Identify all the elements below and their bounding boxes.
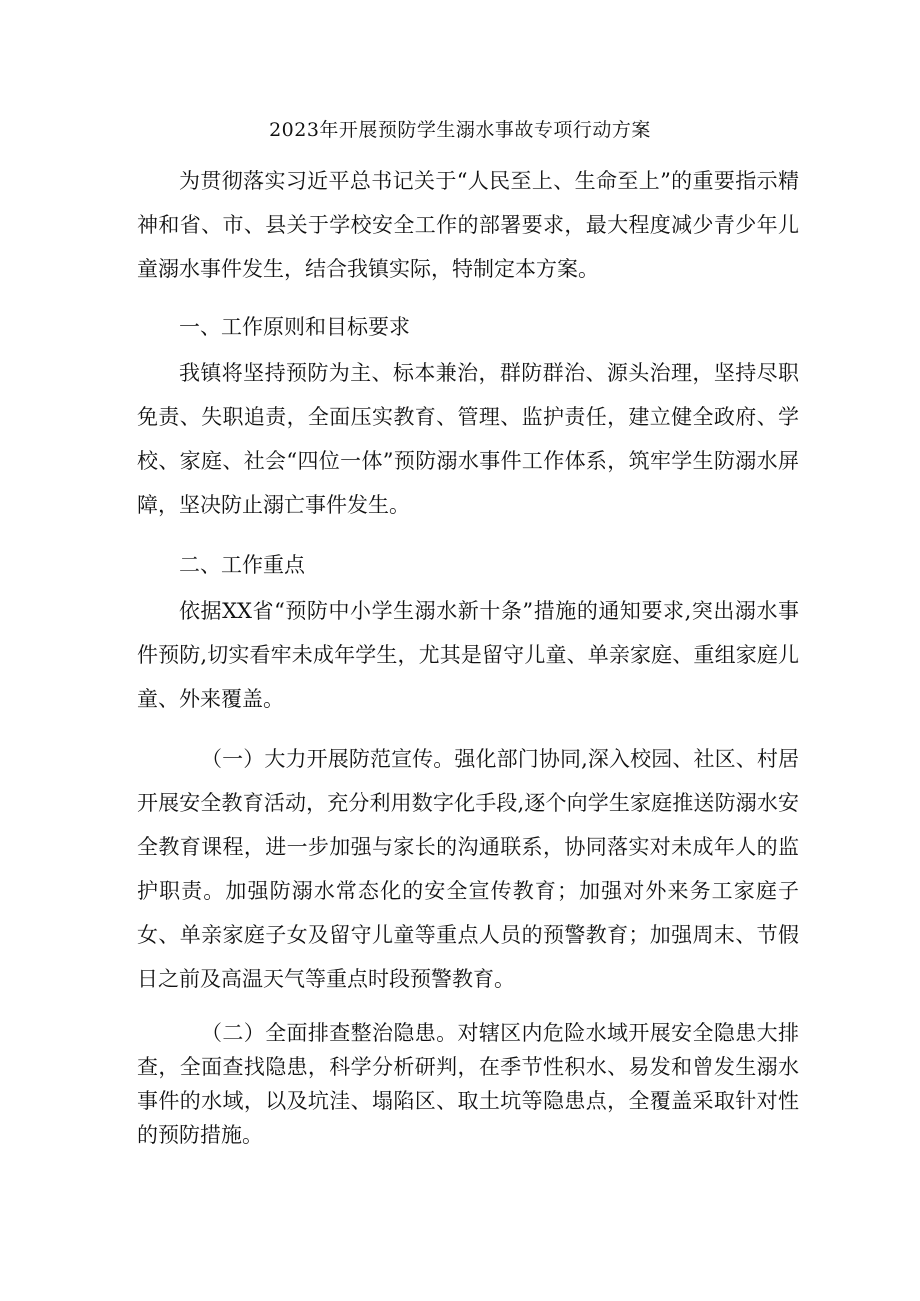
section-1-heading: 一、工作原则和目标要求 — [179, 315, 410, 339]
item-2-paragraph: （二）全面排查整治隐患。对辖区内危险水域开展安全隐患大排查，全面查找隐患，科学分析研判，在季节性积水、易发和曾发生溺水事件的水域，以及坑洼、塌陷区、取土坑等隐患点，全覆盖采取针对性的预防措施。 — [137, 1021, 799, 1147]
item-1-paragraph: （一）大力开展防范宣传。强化部门协同,深入校园、社区、村居开展安全教育活动，充分利用数字化手段,逐个向学生家庭推送防溺水安全教育课程，进一步加强与家长的沟通联系，协同落实对未成年人的监护职责。加强防溺水常态化的安全宣传教育；加强对外来务工家庭子女、单亲家庭子女及留守儿童等重点人员的预警教育；加强周末、节假日之前及高温天气等重点时段预警教育。 — [137, 747, 799, 991]
section-2-heading: 二、工作重点 — [179, 553, 305, 577]
section-2-paragraph: 依据XX省“预防中小学生溺水新十条”措施的通知要求,突出溺水事件预防,切实看牢未成年学生，尤其是留守儿童、单亲家庭、重组家庭儿童、外来覆盖。 — [137, 599, 799, 711]
intro-paragraph: 为贯彻落实习近平总书记关于“人民至上、生命至上”的重要指示精神和省、市、县关于学校安全工作的部署要求，最大程度减少青少年儿童溺水事件发生，结合我镇实际，特制定本方案。 — [137, 169, 799, 281]
document-title: 2023年开展预防学生溺水事故专项行动方案 — [269, 119, 651, 141]
section-1-paragraph: 我镇将坚持预防为主、标本兼治，群防群治、源头治理，坚持尽职免责、失职追责，全面压实教育、管理、监护责任，建立健全政府、学校、家庭、社会“四位一体”预防溺水事件工作体系，筑牢学生防溺水屏障，坚决防止溺亡事件发生。 — [137, 361, 799, 517]
